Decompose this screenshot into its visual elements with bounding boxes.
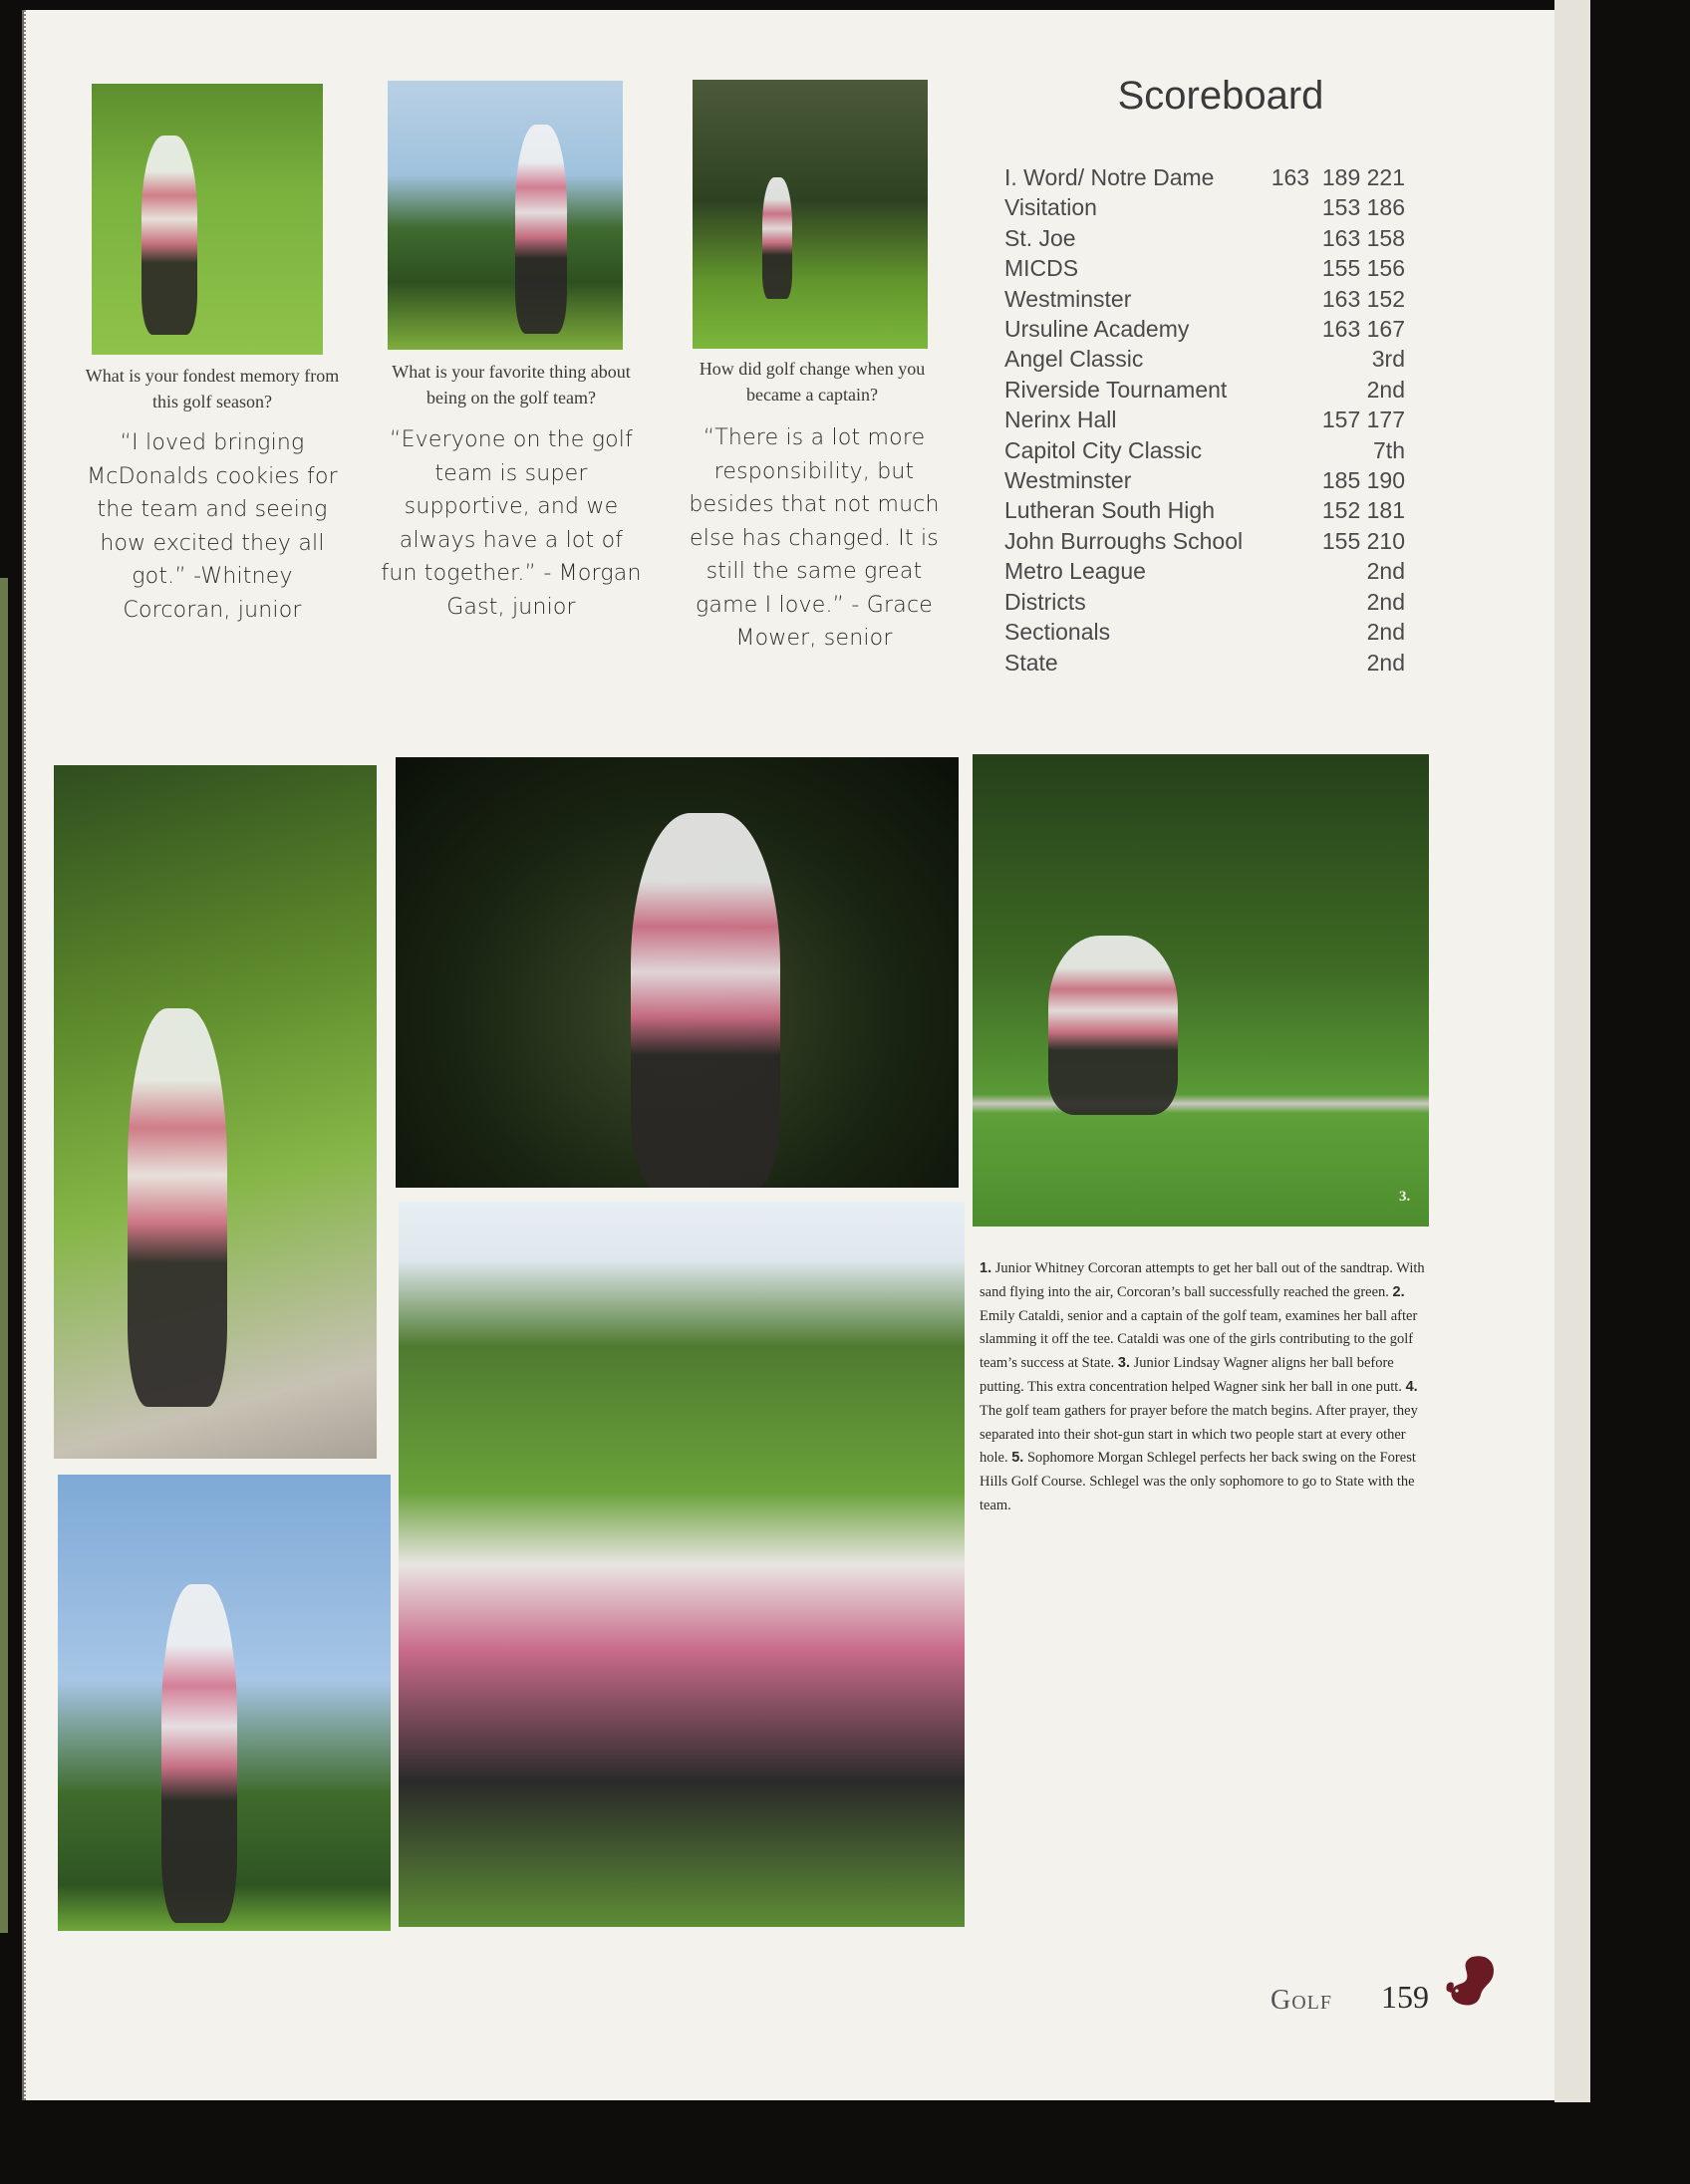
scoreboard-result: 163 158: [1321, 224, 1405, 251]
quote-answer-3: “There is a lot more responsibility, but besides that not much else has changed. It is still the same great game I love.” - Grace Mower, senior: [689, 425, 940, 651]
scoreboard-row: [1004, 435, 1405, 465]
facing-page-edge: [0, 578, 8, 1933]
caption-text: Junior Whitney Corcoran attempts to get her ball out of the sandtrap. With sand flying into the air, Corcoran’s ball successfully reached the green.: [980, 1260, 1429, 1300]
photo-whitney-corcoran: [92, 84, 323, 355]
photo-grace-mower: [693, 80, 928, 349]
scoreboard-row: [1004, 556, 1405, 586]
scoreboard-result: 3rd: [1371, 346, 1405, 373]
scoreboard-opponent: I. Word/ Notre Dame: [1004, 164, 1215, 190]
scoreboard-opponent: Westminster: [1004, 467, 1132, 494]
scoreboard-opponent: Lutheran South High: [1004, 497, 1215, 524]
photo-captions: [980, 1257, 1429, 1518]
scoreboard-opponent: Riverside Tournament: [1004, 376, 1228, 403]
page-number: 159: [1381, 1979, 1429, 2015]
quote-answer-1: “I loved bringing McDonalds cookies for the team and seeing how excited they all got.” -Whitney Corcoran, junior: [87, 430, 338, 623]
scoreboard-row: [1004, 495, 1405, 525]
scoreboard-result: 155 156: [1321, 255, 1405, 282]
scoreboard-opponent: Nerinx Hall: [1004, 407, 1117, 433]
scoreboard-result: 163 152: [1321, 285, 1405, 312]
caption-number: 3.: [1117, 1355, 1131, 1372]
caption-number: 1.: [980, 1260, 992, 1276]
scoreboard-row: [1004, 344, 1405, 374]
scoreboard-row: [1004, 314, 1405, 344]
caption-text: Emily Cataldi, senior and a captain of the golf team, examines her ball after slamming it off the tee. Cataldi was one of the girls contributing to the golf team’s success at State.: [980, 1283, 1421, 1372]
scoreboard-result: 163 167: [1321, 316, 1405, 343]
scoreboard-opponent: Angel Classic: [1004, 346, 1144, 373]
quote-answer-2: “Everyone on the golf team is super supportive, and we always have a lot of fun together.” - Morgan Gast, junior: [381, 427, 642, 620]
scoreboard-row: [1004, 405, 1405, 434]
scoreboard-row: [1004, 284, 1405, 314]
squirrel-mascot-icon: [1439, 1951, 1499, 2011]
scoreboard-result: 2nd: [1366, 619, 1405, 646]
photo-number-label: 3.: [1399, 1189, 1411, 1205]
scoreboard-row: [1004, 253, 1405, 283]
scoreboard-opponent: Metro League: [1004, 558, 1146, 585]
scoreboard-row: [1004, 587, 1405, 617]
scoreboard-result: 157 177: [1321, 407, 1405, 433]
scoreboard-title: Scoreboard: [1117, 74, 1324, 118]
photo-team-prayer-huddle: [399, 1202, 965, 1927]
scoreboard-result: 185 190: [1321, 467, 1405, 494]
caption-text: Junior Lindsay Wagner aligns her ball before putting. This extra concentration helped Wagner sink her ball in one putt.: [980, 1355, 1406, 1395]
scoreboard-result: 153 186: [1321, 194, 1405, 221]
scoreboard-opponent: MICDS: [1004, 255, 1079, 282]
scoreboard-opponent: John Burroughs School: [1004, 527, 1244, 554]
scoreboard-row: [1004, 375, 1405, 405]
scoreboard-row: [1004, 617, 1405, 647]
scoreboard-opponent: State: [1004, 649, 1058, 676]
scoreboard-row: [1004, 526, 1405, 556]
scoreboard-result: 152 181: [1321, 497, 1405, 524]
scoreboard-opponent: Westminster: [1004, 285, 1132, 312]
scoreboard-opponent: Districts: [1004, 588, 1086, 615]
scoreboard-row: [1004, 465, 1405, 495]
quote-question-3: How did golf change when you became a captain?: [699, 359, 926, 405]
scoreboard-result: 2nd: [1366, 376, 1405, 403]
photo-morgan-gast: [388, 81, 623, 350]
photo-sand-trap-shot: [54, 765, 377, 1459]
photo-morgan-schlegel-backswing: [58, 1475, 391, 1931]
scoreboard-opponent: Capitol City Classic: [1004, 436, 1203, 463]
scoreboard-table: [1004, 162, 1405, 678]
caption-number: 5.: [1011, 1450, 1024, 1467]
page-edge: [1554, 0, 1590, 2102]
scoreboard-opponent: Ursuline Academy: [1004, 316, 1190, 343]
scoreboard-row: [1004, 162, 1405, 192]
caption-number: 2.: [1392, 1283, 1405, 1300]
section-label: Golf: [1270, 1985, 1333, 2016]
photo-emily-cataldi-swing: [396, 757, 959, 1188]
scoreboard-row: [1004, 192, 1405, 222]
photo-lindsay-wagner-putting: [973, 754, 1429, 1227]
scoreboard-opponent: Visitation: [1004, 194, 1097, 221]
scoreboard-row: [1004, 223, 1405, 253]
caption-text: The golf team gathers for prayer before the match begins. After prayer, they separated into their shot-gun start in which two people start at every other hole.: [980, 1378, 1422, 1467]
quote-question-1: What is your fondest memory from this golf season?: [85, 366, 340, 411]
caption-number: 4.: [1405, 1378, 1418, 1395]
scoreboard-result: 2nd: [1366, 649, 1405, 676]
scoreboard-row: [1004, 648, 1405, 678]
scoreboard-result: 2nd: [1366, 558, 1405, 585]
scoreboard-opponent: Sectionals: [1004, 619, 1111, 646]
scoreboard-result: 163 189 221: [1270, 164, 1405, 190]
scoreboard-result: 155 210: [1321, 527, 1405, 554]
caption-text: Sophomore Morgan Schlegel perfects her back swing on the Forest Hills Golf Course. Schlegel was the only sophomore to go to State with the team.: [980, 1450, 1420, 1513]
spine-stitching: [24, 10, 27, 2100]
scoreboard-result: 2nd: [1366, 588, 1405, 615]
quote-question-2: What is your favorite thing about being on the golf team?: [392, 362, 631, 408]
scoreboard-result: 7th: [1373, 436, 1405, 463]
scoreboard-opponent: St. Joe: [1004, 224, 1076, 251]
